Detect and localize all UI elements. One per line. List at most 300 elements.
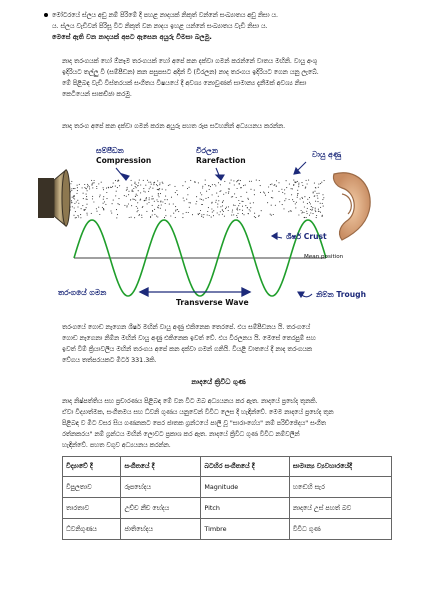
air-particle	[291, 188, 292, 189]
air-particle	[307, 183, 308, 184]
air-particle	[260, 185, 261, 186]
air-particle	[78, 216, 79, 217]
air-particle	[217, 206, 218, 207]
air-particle	[250, 210, 251, 211]
table-header-cell: විද්‍යාවේ දී	[63, 457, 121, 477]
air-particle	[307, 208, 308, 209]
air-particle	[159, 188, 160, 189]
air-particle	[102, 207, 103, 208]
air-particle	[311, 210, 312, 211]
air-particle	[99, 214, 100, 215]
air-particle	[289, 184, 290, 185]
air-particle	[310, 212, 311, 213]
air-particle	[162, 189, 163, 190]
crest-label: ශීර්ෂ Crust	[286, 232, 327, 241]
air-particle	[206, 191, 207, 192]
air-particle	[137, 195, 138, 196]
air-particle	[209, 215, 210, 216]
air-particle	[183, 198, 184, 199]
table-header-row	[63, 457, 392, 477]
air-particle	[160, 208, 161, 209]
paragraph-wave-propagation	[62, 56, 392, 100]
air-particle	[222, 205, 223, 206]
air-particle	[218, 200, 219, 201]
air-particle	[116, 191, 117, 192]
air-particle	[242, 201, 243, 202]
paragraph-crest-trough	[62, 322, 392, 366]
air-particle	[157, 185, 158, 186]
air-particle	[259, 215, 260, 216]
air-particle	[304, 196, 305, 197]
air-particle	[92, 196, 93, 197]
air-particle	[247, 198, 248, 199]
table-header-cell: බටහිර සංගීතයේ දී	[201, 457, 289, 477]
air-particle	[159, 182, 160, 183]
air-particle	[153, 198, 154, 199]
air-particle	[233, 214, 234, 215]
compression-label-si: සම්පීඩන	[96, 146, 124, 155]
air-particle	[254, 216, 255, 217]
air-particle	[201, 214, 202, 215]
air-particle	[168, 185, 169, 186]
air-particle	[201, 204, 202, 205]
air-particle	[264, 193, 265, 194]
air-particle	[135, 196, 136, 197]
air-particle	[105, 204, 106, 205]
air-particle	[176, 190, 177, 191]
air-particle	[118, 180, 119, 181]
paragraph-line: වේගය තත්පරයකට මීටර් 331.3කි.	[62, 357, 157, 364]
air-particle	[271, 205, 272, 206]
table-cell: Pitch	[201, 498, 289, 519]
air-particle	[87, 190, 88, 191]
air-particle	[304, 206, 305, 207]
table-row	[63, 498, 392, 519]
air-particle	[98, 183, 99, 184]
air-particle	[274, 185, 275, 186]
air-particle	[72, 206, 73, 207]
air-particle	[236, 181, 237, 182]
air-particle	[142, 206, 143, 207]
air-particle	[311, 206, 312, 207]
air-particle	[237, 213, 238, 214]
air-particle	[215, 185, 216, 186]
air-particle	[77, 185, 78, 186]
air-particle	[187, 194, 188, 195]
air-particle	[133, 188, 134, 189]
air-particle	[190, 202, 191, 203]
air-particle	[106, 188, 107, 189]
air-particle	[80, 214, 81, 215]
air-particle	[200, 192, 201, 193]
air-particle	[207, 211, 208, 212]
air-particle	[106, 198, 107, 199]
air-particle	[242, 213, 243, 214]
air-particle	[237, 208, 238, 209]
air-particle	[272, 197, 273, 198]
air-particle	[154, 201, 155, 202]
air-particle	[129, 217, 130, 218]
air-particle	[320, 207, 321, 208]
air-particle	[146, 197, 147, 198]
air-particle	[71, 181, 72, 182]
air-particle	[186, 199, 187, 200]
air-particle	[228, 206, 229, 207]
air-particle	[162, 201, 163, 202]
air-particle	[312, 213, 313, 214]
air-particle	[248, 199, 249, 200]
air-particle	[256, 180, 257, 181]
air-particle	[150, 187, 151, 188]
air-particle	[318, 193, 319, 194]
paragraph-line: මේ පිළිබඳ වැඩි විස්තරයක් සංගීතය විෂයයේ දී අවශ්‍ය නොවුණත් සාමාන්‍ය දැනීමක් අවශ්‍ය නිසා	[62, 80, 307, 87]
air-particle	[91, 185, 92, 186]
air-particle	[110, 187, 111, 188]
paragraph-line: නාද තරංග අපේ කන දක්වා ගමන් කරන අයුරු පහත රූප සටහනින් අධ්‍යයනය කරන්න.	[62, 123, 286, 130]
air-particle	[143, 188, 144, 189]
air-particle	[170, 215, 171, 216]
air-particle	[260, 192, 261, 193]
air-particle	[314, 191, 315, 192]
air-particle	[312, 209, 313, 210]
air-particle	[202, 186, 203, 187]
wave-motion-arrow	[140, 288, 250, 296]
table-cell: Magnitude	[201, 477, 289, 498]
air-particle	[239, 184, 240, 185]
air-particle	[177, 209, 178, 210]
air-particle	[76, 193, 77, 194]
paragraph-line: තරංගයේ ගොඩ නැගෙන ශීර්ෂ මඟින් වායු අණු එකිනෙක තෙරපේ. එය සම්පීඩනය යි. තරංගයේ	[62, 324, 311, 331]
air-particle	[86, 204, 87, 205]
air-particle	[110, 210, 111, 211]
air-particle	[309, 202, 310, 203]
air-particle	[157, 207, 158, 208]
air-particle	[228, 191, 229, 192]
air-particle	[152, 196, 153, 197]
air-particle	[145, 200, 146, 201]
air-particle	[222, 201, 223, 202]
air-particle	[149, 188, 150, 189]
air-particle	[140, 184, 141, 185]
air-particle	[271, 184, 272, 185]
air-particle	[118, 198, 119, 199]
air-particle	[225, 208, 226, 209]
air-particle	[145, 191, 146, 192]
air-particle	[205, 198, 206, 199]
air-particle	[173, 203, 174, 204]
air-particle	[134, 199, 135, 200]
wave-motion-label: තරංගයේ ගමන	[58, 288, 107, 297]
air-particle	[75, 211, 76, 212]
air-particle	[185, 181, 186, 182]
air-particle	[82, 205, 83, 206]
compression-label-en: Compression	[96, 156, 152, 165]
air-particle	[103, 203, 104, 204]
air-particle	[92, 184, 93, 185]
air-particle	[150, 182, 151, 183]
air-particle	[159, 184, 160, 185]
air-particle	[157, 201, 158, 202]
air-particle	[158, 196, 159, 197]
air-particle	[217, 212, 218, 213]
air-particle	[135, 200, 136, 201]
table-cell: තාරතාව	[63, 498, 121, 519]
air-particle	[189, 187, 190, 188]
air-particle	[74, 207, 75, 208]
air-particle	[249, 209, 250, 210]
air-particle	[190, 180, 191, 181]
air-particle	[87, 184, 88, 185]
air-particle	[317, 201, 318, 202]
air-particle	[211, 217, 212, 218]
air-particle	[201, 216, 202, 217]
air-particle	[186, 212, 187, 213]
air-particle	[231, 215, 232, 216]
air-particle	[182, 217, 183, 218]
air-particle	[115, 186, 116, 187]
air-particle	[70, 206, 71, 207]
air-particle	[86, 194, 87, 195]
bullet-dot	[44, 13, 48, 17]
air-particle	[71, 190, 72, 191]
air-particle	[112, 186, 113, 187]
air-particle	[132, 191, 133, 192]
air-particle	[276, 186, 277, 187]
air-particle	[282, 204, 283, 205]
air-particle	[77, 187, 78, 188]
air-particle	[152, 205, 153, 206]
air-particle	[229, 189, 230, 190]
air-particle	[96, 188, 97, 189]
air-particle	[103, 209, 104, 210]
trough-label: නිම්න Trough	[316, 290, 366, 299]
rarefaction-label-en: Rarefaction	[196, 156, 246, 165]
air-particle	[225, 192, 226, 193]
air-particle	[274, 184, 275, 185]
air-particle	[239, 209, 240, 210]
air-particle	[233, 180, 234, 181]
air-particle	[306, 217, 307, 218]
air-particle	[111, 187, 112, 188]
air-particle	[128, 191, 129, 192]
air-particle	[127, 205, 128, 206]
trough-arrow	[298, 292, 312, 297]
air-particle	[85, 188, 86, 189]
air-particle	[279, 201, 280, 202]
air-particle	[137, 202, 138, 203]
sound-qualities-table	[62, 456, 392, 540]
air-particle	[182, 185, 183, 186]
air-particle	[138, 215, 139, 216]
air-particle	[295, 207, 296, 208]
air-particle	[154, 182, 155, 183]
air-particle	[117, 214, 118, 215]
air-particle	[286, 187, 287, 188]
air-particle	[81, 208, 82, 209]
air-particle	[254, 194, 255, 195]
air-particle	[243, 214, 244, 215]
air-particle	[154, 214, 155, 215]
air-particle	[165, 203, 166, 204]
air-particle	[89, 186, 90, 187]
air-particle	[240, 180, 241, 181]
air-particle	[213, 215, 214, 216]
wave-illustration	[36, 140, 396, 310]
air-particle	[228, 210, 229, 211]
air-particle	[126, 196, 127, 197]
air-particle	[138, 185, 139, 186]
air-particle	[112, 203, 113, 204]
air-particle	[307, 203, 308, 204]
air-particle	[216, 193, 217, 194]
air-particle	[208, 197, 209, 198]
paragraph-line: ඉදිරියට තල්ලු වී (සම්පීඩන) කන පසුපසට අදින් වී (විරලන) නාද තරංගය ඉදිරියට ගෙන යනු ලැබේ.	[62, 69, 319, 76]
air-particle	[71, 200, 72, 201]
air-particle	[223, 211, 224, 212]
air-particle	[165, 196, 166, 197]
air-particle	[83, 198, 84, 199]
air-particle	[192, 214, 193, 215]
air-particle	[211, 208, 212, 209]
air-particle	[73, 198, 74, 199]
paragraph-line: ගොඩ නැගෙනා නිම්න මඟින් වායු අණු එකිනෙක ඉවත් වේ. එය විරලනය යි. මෙසේ තෙරපුම් සහ	[62, 335, 316, 342]
air-particle	[91, 213, 92, 214]
air-particle	[146, 211, 147, 212]
table-cell: උච්ච නීච භේදය	[121, 498, 201, 519]
air-particle	[243, 185, 244, 186]
air-particle	[196, 201, 197, 202]
bullet-text-line: ය. ස්ලය වැඩිවන් පිරිසූ විට නිකුත් වන නාදය ඉහළ යන්නේ සංඛ්‍යාතය වැඩි නිසා ය.	[52, 23, 268, 30]
air-particle	[283, 208, 284, 209]
air-particle	[131, 185, 132, 186]
air-particle	[103, 199, 104, 200]
air-particle	[301, 182, 302, 183]
air-particle	[236, 197, 237, 198]
air-particle	[202, 187, 203, 188]
table-cell: විවිධ ගුණ	[289, 519, 391, 540]
air-particle	[315, 210, 316, 211]
air-particle	[292, 199, 293, 200]
air-particle	[92, 187, 93, 188]
air-particle	[157, 216, 158, 217]
air-particle	[158, 193, 159, 194]
air-particle	[272, 190, 273, 191]
air-particle	[71, 188, 72, 189]
air-particle	[275, 205, 276, 206]
air-particle	[84, 184, 85, 185]
air-particle	[135, 186, 136, 187]
air-particle	[296, 202, 297, 203]
air-particle	[84, 209, 85, 210]
air-particle	[103, 196, 104, 197]
air-particle	[213, 210, 214, 211]
air-particle	[254, 213, 255, 214]
air-particle	[205, 180, 206, 181]
speaker-icon	[38, 170, 70, 226]
air-particle	[297, 193, 298, 194]
air-particle	[198, 182, 199, 183]
air-particle	[290, 210, 291, 211]
air-particle	[158, 189, 159, 190]
air-particle	[83, 193, 84, 194]
air-particle	[171, 197, 172, 198]
air-particle	[100, 195, 101, 196]
air-particle	[312, 207, 313, 208]
air-particle	[318, 209, 319, 210]
air-particle	[209, 189, 210, 190]
air-particle	[224, 181, 225, 182]
air-particle	[267, 202, 268, 203]
air-particle	[115, 180, 116, 181]
air-particle	[167, 199, 168, 200]
air-particle	[292, 188, 293, 189]
air-particle	[164, 217, 165, 218]
air-particle	[228, 193, 229, 194]
air-particle	[149, 199, 150, 200]
air-particle	[200, 210, 201, 211]
air-particle	[249, 181, 250, 182]
air-particle	[127, 187, 128, 188]
air-particles-label: වායු අණු	[312, 150, 342, 159]
air-particle	[317, 198, 318, 199]
air-particle	[139, 180, 140, 181]
air-particle	[124, 205, 125, 206]
air-particle	[131, 180, 132, 181]
air-particle	[214, 184, 215, 185]
air-particle	[161, 204, 162, 205]
air-particle	[141, 217, 142, 218]
air-particle	[88, 185, 89, 186]
air-particle	[156, 216, 157, 217]
air-particle	[96, 208, 97, 209]
air-particle-field	[69, 180, 324, 219]
air-particle	[143, 180, 144, 181]
air-particle	[116, 209, 117, 210]
air-particle	[165, 189, 166, 190]
air-particle	[305, 188, 306, 189]
air-particle	[316, 193, 317, 194]
air-particle	[220, 184, 221, 185]
air-particle	[278, 182, 279, 183]
air-particle	[203, 214, 204, 215]
air-particle	[131, 205, 132, 206]
air-particle	[208, 207, 209, 208]
air-particle	[271, 197, 272, 198]
air-particle	[127, 189, 128, 190]
air-particle	[152, 198, 153, 199]
air-particle	[184, 200, 185, 201]
air-particle	[148, 202, 149, 203]
air-particle	[271, 215, 272, 216]
air-particle	[245, 185, 246, 186]
air-particle	[144, 200, 145, 201]
air-particle	[152, 214, 153, 215]
air-particle	[203, 200, 204, 201]
air-particle	[160, 201, 161, 202]
air-particle	[232, 211, 233, 212]
bullet-text-line: මෝටරයේ ස්ලය අඩු නම් පිරිමේ දී පහළ නාදයක් නිකුත් වන්නේ සංඛ්‍යාතය අඩු නිසා ය.	[52, 12, 279, 19]
air-particle	[196, 196, 197, 197]
air-particle	[73, 215, 74, 216]
air-particle	[248, 213, 249, 214]
air-particle	[240, 196, 241, 197]
paragraph-three-qualities	[62, 396, 392, 451]
air-particle	[291, 194, 292, 195]
air-particle	[80, 217, 81, 218]
air-particle	[117, 203, 118, 204]
table-header-cell: සාමාන්‍ය ව්‍යවහාරයේදී	[289, 457, 391, 477]
air-particle	[316, 217, 317, 218]
